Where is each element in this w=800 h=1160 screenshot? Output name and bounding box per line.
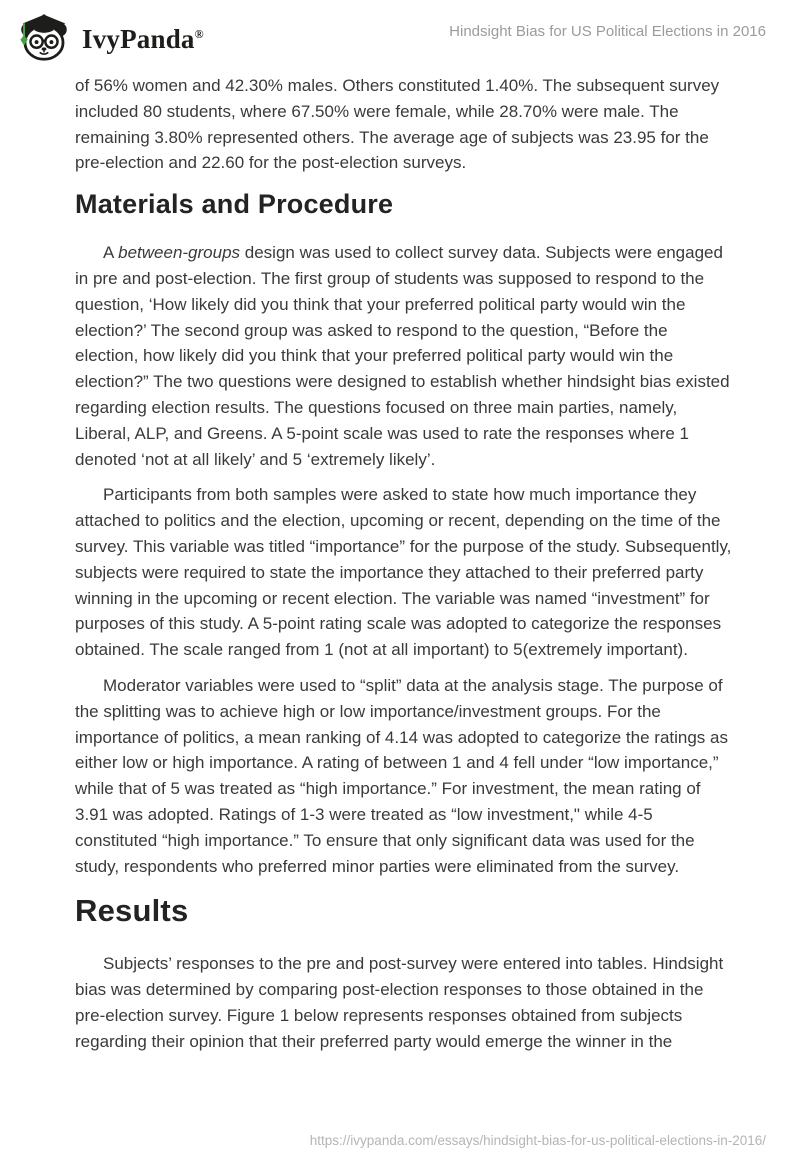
- panda-graduation-cap-icon: [14, 11, 74, 63]
- heading-materials-and-procedure: Materials and Procedure: [75, 189, 394, 220]
- paragraph-moderator-variables: Moderator variables were used to “split” data at the analysis stage. The purpose of the splitting was to achieve high or low importance/investment groups. For the importance of politics, a mean ranking of 4.14 was adopted to categorize the ratings as either low or high importance. A rating of between 1 and 4 fell under “low importance,” while that of 5 was treated as “high importance.” For investment, the mean rating of 3.91 was adopted. Ratings of 1-3 were treated as “low investment," while 4-5 constituted “high importance.” To ensure that only significant data was used for the study, respondents who preferred minor parties were eliminated from the survey.: [75, 675, 728, 876]
- heading-results: Results: [75, 893, 189, 929]
- paragraph-participants-demographics: of 56% women and 42.30% males. Others constituted 1.40%. The subsequent survey included 80 students, where 67.50% were female, while 28.70% were male. The remaining 3.80% represented others. The average age of subjects was 23.95 for the pre-election and 22.60 for the post-election surveys.: [75, 76, 720, 173]
- design-text-rest: design was used to collect survey data. Subjects were engaged in pre and post-election. The first group of students was supposed to respond to the question, ‘How likely did you think that your preferred political party would win the election?’ The second group was asked to respond to the question, “Before the election, how likely did you think that your preferred political party would win the election?” The two questions were designed to establish whether hindsight bias existed regarding election results. The questions focused on three main parties, namely, Liberal, ALP, and Greens. A 5-point scale was used to rate the responses where 1 denoted ‘not at all likely’ and 5 ‘extremely likely’.: [75, 243, 730, 469]
- logo-wordmark: IvyPanda: [82, 24, 195, 54]
- paragraph-results-intro: Subjects’ responses to the pre and post-survey were entered into tables. Hindsight bias was determined by comparing post-election responses to those obtained in the pre-election survey. Figure 1 below represents responses obtained from subjects regarding their opinion that their preferred party would emerge the winner in the: [75, 954, 724, 1051]
- ivypanda-logo-text: [82, 8, 204, 65]
- document-header-title: Hindsight Bias for US Political Elections in 2016: [449, 23, 766, 40]
- paragraph-study-design: [75, 240, 735, 472]
- between-groups-italic: between-groups: [118, 243, 241, 263]
- page-header: [0, 0, 800, 60]
- paragraph-importance-investment: Participants from both samples were asked to state how much importance they attached to politics and the election, upcoming or recent, depending on the time of the survey. This variable was titled “importance” for the purpose of the study. Subsequently, subjects were required to state the importance they attached to their preferred party winning in the upcoming or recent election. The variable was named “investment” for purposes of this study. A 5-point rating scale was adopted to categorize the responses obtained. The scale ranged from 1 (not at all important) to 5(extremely important).: [75, 485, 732, 660]
- essay-body: [0, 60, 800, 1055]
- design-text-prefix: A: [103, 243, 119, 263]
- ivypanda-logo: [14, 8, 204, 65]
- source-url-link[interactable]: https://ivypanda.com/essays/hindsight-bias-for-us-political-elections-in-2016/: [309, 1133, 766, 1148]
- registered-trademark-symbol: ®: [194, 27, 204, 41]
